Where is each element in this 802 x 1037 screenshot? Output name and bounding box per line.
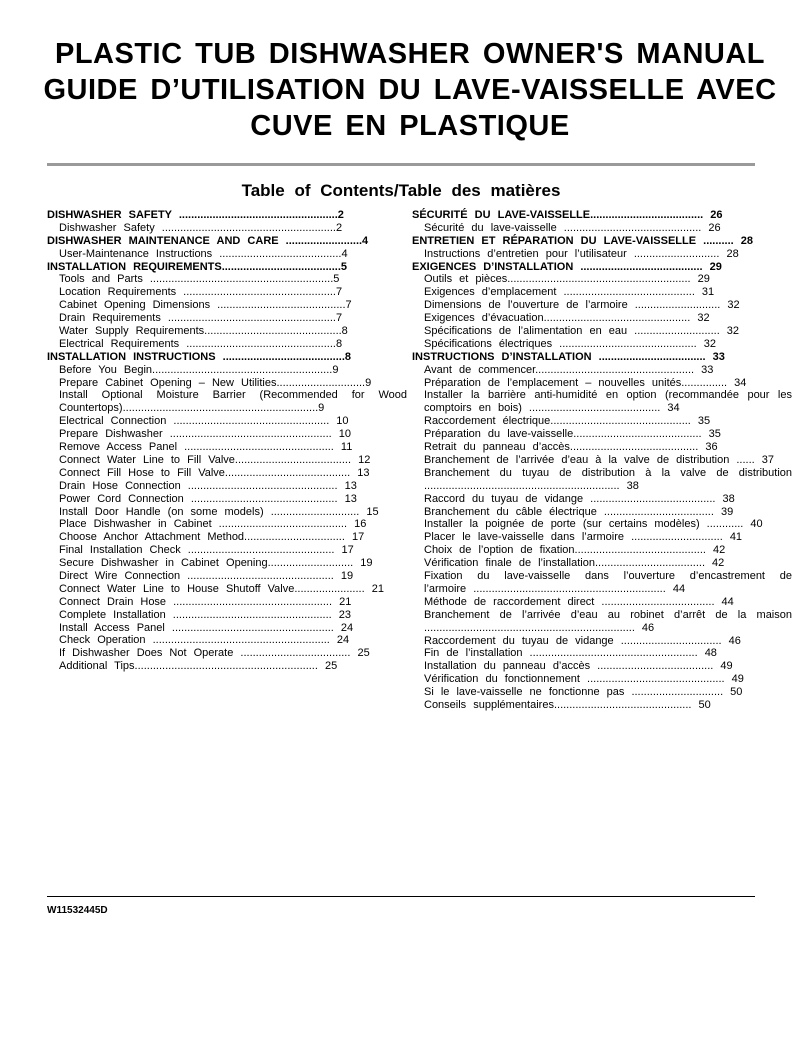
toc-section-entry: INSTALLATION INSTRUCTIONS ........................................8 <box>47 350 352 363</box>
toc-section-entry: DISHWASHER MAINTENANCE AND CARE .........................4 <box>47 234 369 247</box>
toc-entry: Branchement de l’arrivée d’eau au robinet d’arrêt de la maison ..................................................................... 46 <box>424 608 792 634</box>
toc-entry: Exigences d’évacuation................................................ 32 <box>424 312 710 325</box>
toc-section-entry: EXIGENCES D’INSTALLATION ........................................ 29 <box>412 260 722 273</box>
toc-entry: Install Door Handle (on some models) ............................. 15 <box>59 505 379 518</box>
toc-section-entry: INSTALLATION REQUIREMENTS.......................................5 <box>47 260 348 273</box>
toc-entry: Fin de l’installation ....................................................... 48 <box>424 647 717 660</box>
toc-entry: Final Installation Check ................................................ 17 <box>59 544 354 557</box>
toc-entry: Prepare Cabinet Opening – New Utilities.............................9 <box>59 376 372 389</box>
toc-entry: Remove Access Panel ................................................. 11 <box>59 441 353 454</box>
toc-heading: Table of Contents/Table des matières <box>241 181 561 200</box>
toc-entry: Connect Water Line to House Shutoff Valve....................... 21 <box>59 582 384 595</box>
toc-entry: Raccordement du tuyau de vidange ................................. 46 <box>424 634 741 647</box>
toc-entry: If Dishwasher Does Not Operate .................................... 25 <box>59 647 370 660</box>
toc-entry: Drain Requirements .......................................................7 <box>59 312 343 325</box>
toc-entry: Tools and Parts ............................................................5 <box>59 273 340 286</box>
toc-entry: Direct Wire Connection ................................................ 19 <box>59 569 354 582</box>
title-line-2: GUIDE D’UTILISATION DU LAVE-VAISSELLE AVEC <box>43 74 777 106</box>
toc-french-column <box>412 209 792 712</box>
toc-entry: Préparation de l’emplacement – nouvelles unités............... 34 <box>424 376 747 389</box>
toc-entry: Electrical Requirements .................................................8 <box>59 337 343 350</box>
toc-entry: Branchement du câble électrique .................................... 39 <box>424 505 734 518</box>
toc-entry: Sécurité du lave-vaisselle ............................................. 26 <box>424 221 721 234</box>
footer-divider <box>47 896 755 897</box>
toc-entry: Branchement du tuyau de distribution à la valve de distribution ................................................................ 38 <box>424 466 792 492</box>
toc-entry: Electrical Connection ................................................... 10 <box>59 415 349 428</box>
toc-entry: Choix de l’option de fixation........................................... 42 <box>424 544 726 557</box>
toc-entry: Installer la poignée de porte (sur certains modèles) ............ 40 <box>424 518 763 531</box>
toc-entry: Avant de commencer.................................................... 33 <box>424 363 714 376</box>
title-line-1: PLASTIC TUB DISHWASHER OWNER'S MANUAL <box>55 38 765 70</box>
toc-entry: Power Cord Connection ................................................ 13 <box>59 492 357 505</box>
toc-entry: Placer le lave-vaisselle dans l’armoire .............................. 41 <box>424 531 743 544</box>
toc-entry: Prepare Dishwasher ..................................................... 10 <box>59 428 351 441</box>
toc-entry: Choose Anchor Attachment Method................................. 17 <box>59 531 365 544</box>
toc-section-entry: SÉCURITÉ DU LAVE-VAISSELLE..................................... 26 <box>412 209 723 221</box>
toc-entry: Install Access Panel ..................................................... 24 <box>59 621 354 634</box>
toc-entry: Raccordement électrique.............................................. 35 <box>424 415 711 428</box>
toc-entry: Install Optional Moisture Barrier (Recommended for Wood Countertops)................................................................9 <box>59 389 407 415</box>
toc-entry: Exigences d’emplacement ........................................... 31 <box>424 286 715 299</box>
toc-entry: Préparation du lave-vaisselle.......................................... 35 <box>424 428 721 441</box>
toc-entry: Branchement de l’arrivée d’eau à la valve de distribution ...... 37 <box>424 453 775 466</box>
toc-entry: Water Supply Requirements.............................................8 <box>59 325 348 338</box>
toc-entry: Outils et pièces............................................................ 29 <box>424 273 710 286</box>
toc-entry: Conseils supplémentaires............................................. 50 <box>424 698 711 711</box>
title-line-3: CUVE EN PLASTIQUE <box>250 110 570 142</box>
toc-entry: Location Requirements ..................................................7 <box>59 286 343 299</box>
toc-section-entry: DISHWASHER SAFETY ....................................................2 <box>47 209 344 221</box>
toc-entry: Installation du panneau d’accès ...................................... 49 <box>424 660 733 673</box>
toc-entry: Before You Begin...........................................................9 <box>59 363 339 376</box>
manual-title <box>40 36 780 144</box>
toc-entry: Secure Dishwasher in Cabinet Opening............................ 19 <box>59 557 373 570</box>
toc-section-entry: ENTRETIEN ET RÉPARATION DU LAVE-VAISSELLE .......... 28 <box>412 234 753 247</box>
toc-entry: Fixation du lave-vaisselle dans l’ouverture d’encastrement de l’armoire ............................................................... 44 <box>424 570 792 595</box>
toc-entry: Spécifications de l’alimentation en eau ............................ 32 <box>424 325 740 338</box>
toc-entry: Check Operation .......................................................... 24 <box>59 634 350 647</box>
toc-entry: Si le lave-vaisselle ne fonctionne pas .............................. 50 <box>424 686 743 699</box>
toc-entry: Méthode de raccordement direct ..................................... 44 <box>424 595 734 608</box>
toc-english-column <box>47 209 407 673</box>
toc-entry: Dimensions de l’ouverture de l’armoire ............................ 32 <box>424 299 740 312</box>
toc-entry: Additional Tips............................................................ 25 <box>59 660 338 673</box>
toc-entry: Spécifications électriques ............................................. 32 <box>424 337 716 350</box>
toc-entry: Instructions d’entretien pour l’utilisateur ............................ 28 <box>424 247 739 260</box>
toc-entry: Installer la barrière anti-humidité en option (recommandée pour les comptoirs en bois) ........................................... 34 <box>424 389 792 415</box>
toc-entry: Connect Drain Hose .................................................... 21 <box>59 595 352 608</box>
toc-entry: User-Maintenance Instructions ........................................4 <box>59 247 348 260</box>
document-number: W11532445D <box>47 905 108 916</box>
toc-entry: Raccord du tuyau de vidange ......................................... 38 <box>424 492 735 505</box>
toc-entry: Drain Hose Connection ................................................. 13 <box>59 479 357 492</box>
header-divider <box>47 163 755 166</box>
toc-entry: Connect Water Line to Fill Valve...................................... 12 <box>59 453 371 466</box>
toc-entry: Dishwasher Safety .........................................................2 <box>59 221 343 234</box>
toc-entry: Retrait du panneau d’accès.......................................... 36 <box>424 441 718 454</box>
toc-entry: Complete Installation .................................................... 23 <box>59 608 351 621</box>
toc-entry: Cabinet Opening Dimensions ..........................................7 <box>59 299 352 312</box>
toc-entry: Place Dishwasher in Cabinet .......................................... 16 <box>59 518 367 531</box>
toc-entry: Connect Fill Hose to Fill Valve......................................... 13 <box>59 466 370 479</box>
toc-entry: Vérification finale de l’installation.................................... 42 <box>424 557 725 570</box>
toc-section-entry: INSTRUCTIONS D’INSTALLATION ................................... 33 <box>412 350 725 363</box>
toc-entry: Vérification du fonctionnement ............................................. 49 <box>424 673 744 686</box>
